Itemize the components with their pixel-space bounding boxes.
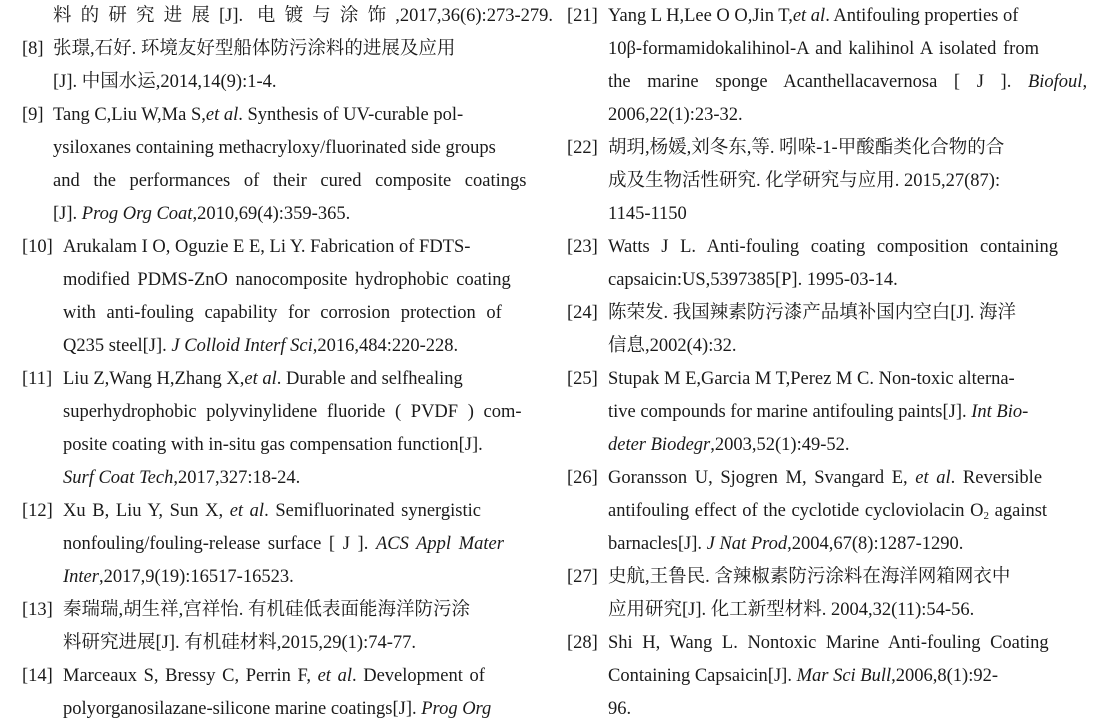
reference-italic: et al (317, 666, 352, 686)
reference-text: Goransson U, Sjogren M, Svangard E, (608, 468, 916, 488)
journal-name: Surf Coat Tech (63, 468, 174, 488)
reference-8 (22, 33, 522, 66)
reference-number: [10] (22, 237, 53, 257)
reference-11 (22, 363, 522, 396)
reference-italic: et al (792, 6, 826, 26)
reference-text: Stupak M E,Garcia M T,Perez M C. Non-toxic alterna- (608, 369, 1015, 389)
reference-number: [27] (567, 567, 598, 587)
reference-text: 陈荣发. 我国辣素防污漆产品填补国内空白[J]. 海洋 (608, 303, 1017, 323)
reference-23 (567, 231, 1077, 264)
reference-7-continuation (22, 0, 553, 33)
reference-text: ,2010,69(4):359-365. (192, 204, 351, 224)
reference-text: ,2016,484:220-228. (312, 336, 459, 356)
reference-text: Shi H, Wang L. Nontoxic Marine Anti-fouling Coating (608, 633, 1049, 653)
journal-name: Biofoul (1027, 72, 1083, 92)
reference-number: [21] (567, 6, 598, 26)
reference-23-line-2 (567, 264, 1118, 297)
reference-text: 史航,王鲁民. 含辣椒素防污涂料在海洋网箱网衣中 (608, 567, 1011, 587)
reference-text: ,2017,9(19):16517-16523. (98, 567, 294, 587)
reference-text: Q235 steel[J]. (63, 336, 172, 356)
reference-24 (567, 297, 1077, 330)
reference-13-line-2 (22, 627, 563, 660)
reference-text: 10β-formamidokalihinol-A and kalihinol A isolated from (608, 39, 1039, 59)
reference-text: . Reversible (950, 468, 1043, 488)
reference-italic: et al (244, 369, 277, 389)
reference-text: ,2003,52(1):49-52. (710, 435, 850, 455)
reference-10-line-4 (22, 330, 563, 363)
reference-number: [9] (22, 105, 44, 125)
reference-text: 料研究进展[J]. 有机硅材料,2015,29(1):74-77. (63, 633, 417, 653)
reference-text: 成及生物活性研究. 化学研究与应用. 2015,27(87): (608, 171, 1001, 191)
reference-text: 胡玥,杨媛,刘冬东,等. 吲哚-1-甲酸酯类化合物的合 (608, 138, 1005, 158)
reference-9-line-3 (22, 165, 553, 198)
reference-text: Marceaux S, Bressy C, Perrin F, (63, 666, 318, 686)
reference-text: the marine sponge Acanthellacavernosa [ J ]. (608, 72, 1028, 92)
reference-9-line-2 (22, 132, 553, 165)
reference-13 (22, 594, 522, 627)
reference-number: [23] (567, 237, 598, 257)
reference-26-line-2 (567, 495, 1118, 528)
reference-text: posite coating with in-situ gas compensation function[J]. (63, 435, 483, 455)
reference-text: [J]. 中国水运,2014,14(9):1-4. (53, 72, 277, 92)
reference-text: . Synthesis of UV-curable pol- (238, 105, 464, 125)
reference-14-line-2 (22, 693, 563, 726)
journal-name: Prog Org (421, 699, 492, 719)
reference-text: and the performances of their cured composite coatings (53, 171, 527, 191)
reference-text: against (989, 501, 1048, 521)
reference-27 (567, 561, 1077, 594)
reference-number: [11] (22, 369, 53, 389)
journal-name: Int Bio- (971, 402, 1029, 422)
reference-21 (567, 0, 1077, 33)
reference-25-line-3 (567, 429, 1118, 462)
reference-number: [13] (22, 600, 53, 620)
reference-italic: et al (915, 468, 951, 488)
reference-text: Arukalam I O, Oguzie E E, Li Y. Fabrication of FDTS- (63, 237, 471, 257)
reference-text: Xu B, Liu Y, Sun X, (63, 501, 230, 521)
reference-21-line-3 (567, 66, 1118, 99)
reference-text: 秦瑞瑞,胡生祥,宫祥怡. 有机硅低表面能海洋防污涂 (63, 600, 471, 620)
reference-text: Tang C,Liu W,Ma S, (53, 105, 206, 125)
reference-12-line-3 (22, 561, 563, 594)
reference-22-line-2 (567, 165, 1118, 198)
reference-27-line-2 (567, 594, 1118, 627)
reference-14 (22, 660, 522, 693)
reference-text: capsaicin:US,5397385[P]. 1995-03-14. (608, 270, 898, 290)
reference-text: , (1082, 72, 1088, 92)
reference-text: 1145-1150 (608, 204, 687, 224)
reference-text: 96. (608, 699, 632, 719)
reference-9-line-4 (22, 198, 553, 231)
reference-28-line-3 (567, 693, 1118, 726)
reference-italic: et al (205, 105, 239, 125)
reference-text: . Durable and selfhealing (276, 369, 463, 389)
reference-22-line-3 (567, 198, 1118, 231)
reference-10 (22, 231, 522, 264)
reference-25-line-2 (567, 396, 1118, 429)
reference-number: [14] (22, 666, 53, 686)
reference-italic: et al (229, 501, 265, 521)
reference-text: superhydrophobic polyvinylidene fluoride ( PVDF ) com- (63, 402, 522, 422)
reference-text: nonfouling/fouling-release surface [ J ]. (63, 534, 376, 554)
reference-11-line-3 (22, 429, 563, 462)
reference-text: 料的研究进展[J]. 电镀与涂饰,2017,36(6):273-279. (53, 6, 553, 26)
reference-21-line-2 (567, 33, 1118, 66)
reference-text: Yang L H,Lee O O,Jin T, (608, 6, 793, 26)
reference-12 (22, 495, 522, 528)
reference-text: antifouling effect of the cyclotide cycloviolacin O (608, 501, 984, 521)
reference-text: 应用研究[J]. 化工新型材料. 2004,32(11):54-56. (608, 600, 975, 620)
reference-28-line-2 (567, 660, 1118, 693)
reference-11-line-4 (22, 462, 563, 495)
reference-text: with anti-fouling capability for corrosion protection of (63, 303, 502, 323)
reference-text: 信息,2002(4):32. (608, 336, 737, 356)
reference-text: 2006,22(1):23-32. (608, 105, 743, 125)
reference-text: Liu Z,Wang H,Zhang X, (63, 369, 245, 389)
reference-text: barnacles[J]. (608, 534, 707, 554)
reference-number: [24] (567, 303, 598, 323)
reference-number: [8] (22, 39, 44, 59)
journal-name: J Nat Prod (706, 534, 788, 554)
reference-number: [12] (22, 501, 53, 521)
journal-name: Mar Sci Bull (796, 666, 892, 686)
reference-text: ysiloxanes containing methacryloxy/fluorinated side groups (53, 138, 496, 158)
reference-text: polyorganosilazane-silicone marine coatings[J]. (63, 699, 422, 719)
reference-number: [22] (567, 138, 598, 158)
reference-text: tive compounds for marine antifouling paints[J]. (608, 402, 972, 422)
reference-12-line-2 (22, 528, 563, 561)
reference-28 (567, 627, 1077, 660)
reference-26 (567, 462, 1077, 495)
reference-number: [26] (567, 468, 598, 488)
reference-24-line-2 (567, 330, 1118, 363)
reference-text: ,2017,327:18-24. (173, 468, 301, 488)
reference-11-line-2 (22, 396, 563, 429)
reference-9 (22, 99, 522, 132)
reference-22 (567, 132, 1077, 165)
reference-text: ,2004,67(8):1287-1290. (787, 534, 964, 554)
reference-text: . Semifluorinated synergistic (264, 501, 481, 521)
journal-name: Inter (63, 567, 99, 587)
reference-text: 张璟,石好. 环境友好型船体防污涂料的进展及应用 (53, 39, 456, 59)
reference-text: [J]. (53, 204, 82, 224)
reference-8-line-2 (22, 66, 553, 99)
reference-10-line-2 (22, 264, 563, 297)
reference-25 (567, 363, 1077, 396)
journal-name: deter Biodegr (608, 435, 711, 455)
reference-text: . Antifouling properties of (825, 6, 1019, 26)
reference-text: Watts J L. Anti-fouling coating composition containing (608, 237, 1059, 257)
reference-text: Containing Capsaicin[J]. (608, 666, 797, 686)
journal-name: J Colloid Interf Sci (171, 336, 313, 356)
subscript: 2 (983, 510, 990, 522)
reference-text: . Development of (351, 666, 485, 686)
reference-10-line-3 (22, 297, 563, 330)
reference-number: [25] (567, 369, 598, 389)
reference-21-line-4 (567, 99, 1118, 132)
reference-text: ,2006,8(1):92- (891, 666, 998, 686)
reference-text: modified PDMS-ZnO nanocomposite hydrophobic coating (63, 270, 511, 290)
reference-26-line-3 (567, 528, 1118, 561)
journal-name: ACS Appl Mater (375, 534, 504, 554)
journal-name: Prog Org Coat (81, 204, 193, 224)
reference-number: [28] (567, 633, 598, 653)
